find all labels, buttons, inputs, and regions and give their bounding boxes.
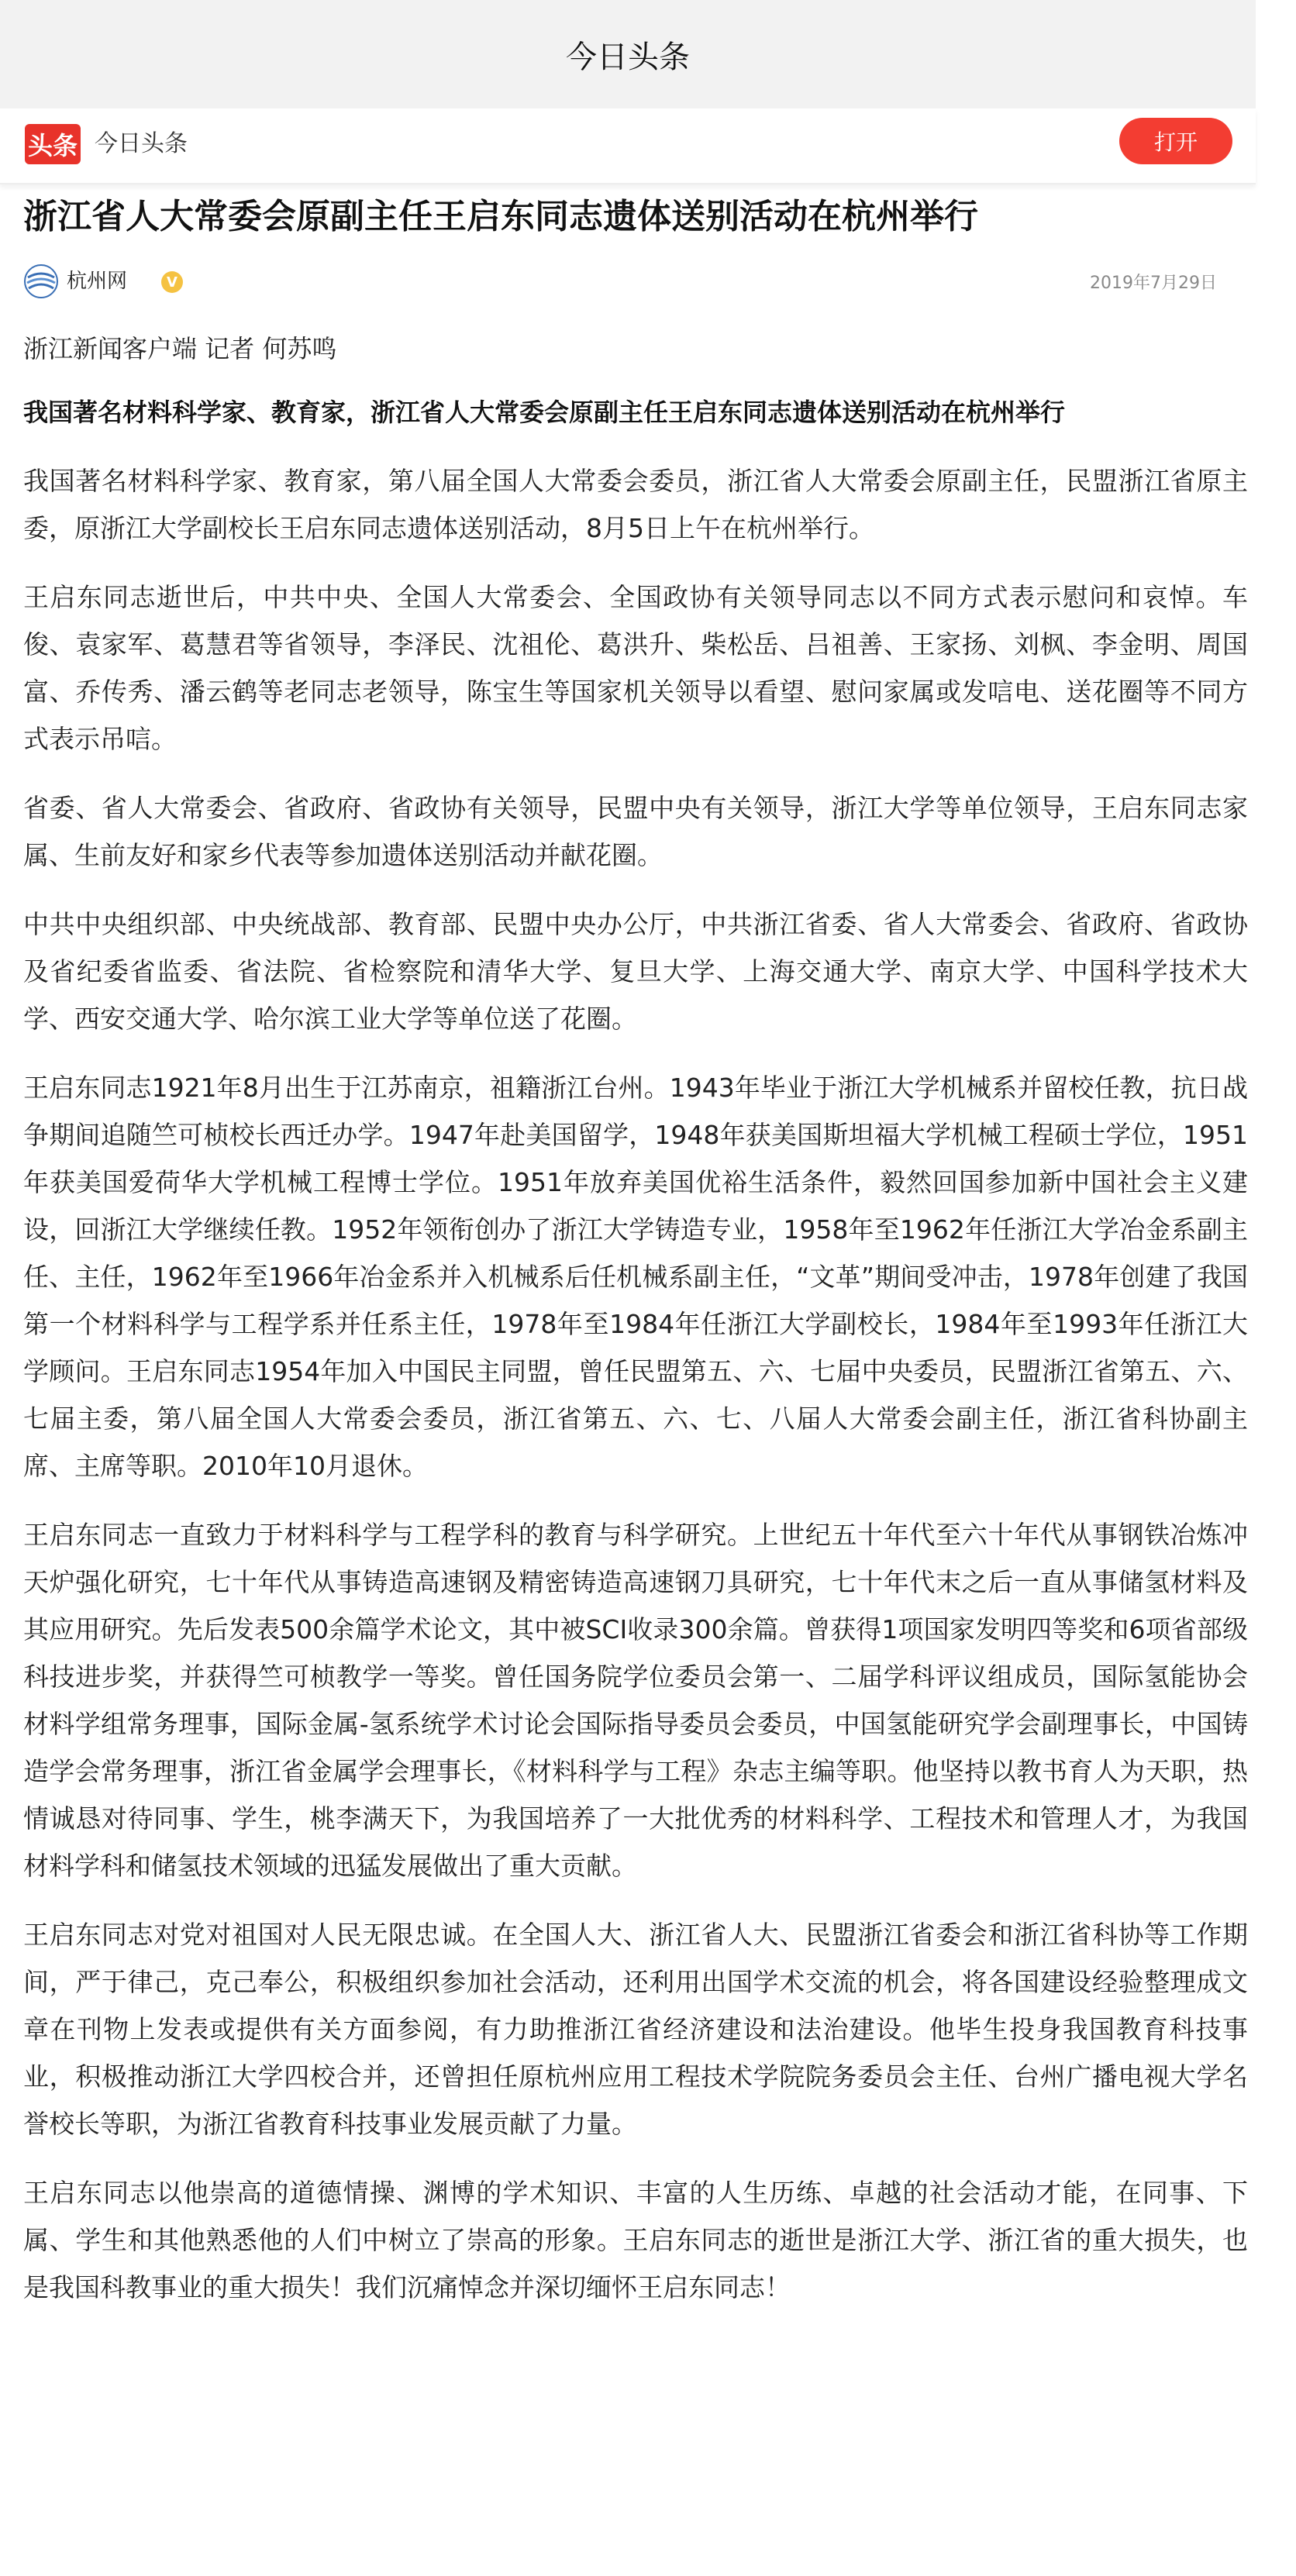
source-name[interactable]: 杭州网 (67, 270, 128, 293)
article-paragraph: 王启东同志1921年8月出生于江苏南京，祖籍浙江台州。1943年毕业于浙江大学机械系并留校任教，抗日战争期间追随竺可桢校长西迁办学。1947年赴美国留学，1948年获美国斯坦福大学机械工程硕士学位，1951年获美国爱荷华大学机械工程博士学位。1951年放弃美国优裕生活条件，毅然回国参加新中国社会主义建设，回浙江大学继续任教。1952年领衔创办了浙江大学铸造专业，1958年至1962年任浙江大学冶金系副主任、主任，1962年至1966年冶金系并入机械系后任机械系副主任，“文革”期间受冲击，1978年创建了我国第一个材料科学与工程学系并任系主任，1978年至1984年任浙江大学副校长，1984年至1993年任浙江大学顾问。王启东同志1954年加入中国民主同盟，曾任民盟第五、六、七届中央委员，民盟浙江省第五、六、七届主委，第八届全国人大常委会委员，浙江省第五、六、七、八届人大常委会副主任，浙江省科协副主席、主席等职。2010年10月退休。 (23, 1073, 1248, 1481)
article-paragraph: 王启东同志以他崇高的道德情操、渊博的学术知识、丰富的人生历练、卓越的社会活动才能，在同事、下属、学生和其他熟悉他的人们中树立了崇高的形象。王启东同志的逝世是浙江大学、浙江省的重大损失，也是我国科教事业的重大损失！我们沉痛悼念并深切缅怀王启东同志！ (23, 2178, 1248, 2302)
open-app-button[interactable]: 打开 (1119, 118, 1232, 164)
article-headline: 浙江省人大常委会原副主任王启东同志遗体送别活动在杭州举行 (23, 197, 978, 236)
window-title-bar (0, 0, 1256, 108)
reporter-line: 浙江新闻客户端 记者 何苏鸣 (23, 334, 337, 363)
article-paragraph: 我国著名材料科学家、教育家，第八届全国人大常委会委员，浙江省人大常委会原副主任，民盟浙江省原主委，原浙江大学副校长王启东同志遗体送别活动，8月5日上午在杭州举行。 (23, 466, 1248, 543)
article-paragraph: 省委、省人大常委会、省政府、省政协有关领导，民盟中央有关领导，浙江大学等单位领导，王启东同志家属、生前友好和家乡代表等参加遗体送别活动并献花圈。 (23, 793, 1248, 870)
publish-date: 2019年7月29日 (1090, 274, 1217, 293)
toutiao-logo-icon: 头条 (25, 124, 81, 164)
article (23, 192, 1248, 2311)
app-download-bar (0, 108, 1256, 184)
article-subtitle: 我国著名材料科学家、教育家，浙江省人大常委会原副主任王启东同志遗体送别活动在杭州举行 (23, 398, 1066, 427)
article-paragraph: 王启东同志对党对祖国对人民无限忠诚。在全国人大、浙江省人大、民盟浙江省委会和浙江省科协等工作期间，严于律己，克己奉公，积极组织参加社会活动，还利用出国学术交流的机会，将各国建设经验整理成文章在刊物上发表或提供有关方面参阅，有力助推浙江省经济建设和法治建设。他毕生投身我国教育科技事业，积极推动浙江大学四校合并，还曾担任原杭州应用工程技术学院院务委员会主任、台州广播电视大学名誉校长等职，为浙江省教育科技事业发展贡献了力量。 (23, 1920, 1248, 2139)
article-meta (23, 259, 1248, 305)
app-name: 今日头条 (95, 130, 188, 157)
verified-badge-icon: V (161, 271, 183, 293)
article-paragraph: 中共中央组织部、中央统战部、教育部、民盟中央办公厅，中共浙江省委、省人大常委会、省政府、省政协及省纪委省监委、省法院、省检察院和清华大学、复旦大学、上海交通大学、南京大学、中国科学技术大学、西安交通大学、哈尔滨工业大学等单位送了花圈。 (23, 909, 1248, 1034)
article-paragraph: 王启东同志一直致力于材料科学与工程学科的教育与科学研究。上世纪五十年代至六十年代从事钢铁冶炼冲天炉强化研究，七十年代从事铸造高速钢及精密铸造高速钢刀具研究，七十年代末之后一直从事储氢材料及其应用研究。先后发表500余篇学术论文，其中被SCI收录300余篇。曾获得1项国家发明四等奖和6项省部级科技进步奖，并获得竺可桢教学一等奖。曾任国务院学位委员会第一、二届学科评议组成员，国际氢能协会材料学组常务理事，国际金属-氢系统学术讨论会国际指导委员会委员，中国氢能研究学会副理事长，中国铸造学会常务理事，浙江省金属学会理事长，《材料科学与工程》杂志主编等职。他坚持以教书育人为天职，热情诚恳对待同事、学生，桃李满天下，为我国培养了一大批优秀的材料科学、工程技术和管理人才，为我国材料学科和储氢技术领域的迅猛发展做出了重大贡献。 (23, 1520, 1248, 1881)
window-title: 今日头条 (566, 39, 690, 75)
article-paragraph: 王启东同志逝世后，中共中央、全国人大常委会、全国政协有关领导同志以不同方式表示慰问和哀悼。车俊、袁家军、葛慧君等省领导，李泽民、沈祖伦、葛洪升、柴松岳、吕祖善、王家扬、刘枫、李金明、周国富、乔传秀、潘云鹤等老同志老领导，陈宝生等国家机关领导以看望、慰问家属或发唁电、送花圈等不同方式表示吊唁。 (23, 582, 1248, 754)
hangzhou-net-logo-icon[interactable] (23, 263, 59, 299)
